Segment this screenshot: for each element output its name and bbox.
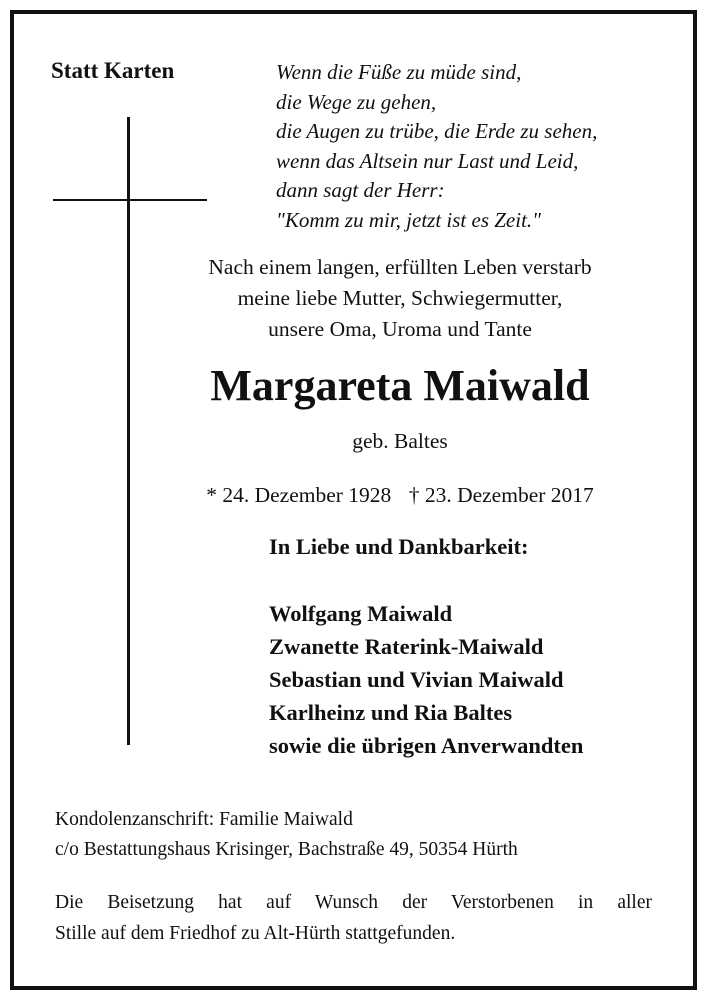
mourner-name: sowie die übrigen Anverwandten (269, 733, 584, 758)
deceased-name: Margareta Maiwald (210, 361, 590, 410)
cross-vertical-bar (127, 117, 130, 745)
cross-horizontal-bar (53, 199, 207, 201)
life-dates (150, 483, 650, 508)
poem-line: Wenn die Füße zu müde sind, (276, 60, 522, 84)
condolence-address (55, 805, 518, 865)
mourner-name: Wolfgang Maiwald (269, 601, 453, 626)
poem-line: die Augen zu trübe, die Erde zu sehen, (276, 119, 598, 143)
mourners-list (269, 597, 583, 762)
poem-line: die Wege zu gehen, (276, 89, 437, 114)
mourner-name: Zwanette Raterink-Maiwald (269, 634, 544, 659)
death-date: † 23. Dezember 2017 (408, 483, 594, 507)
intro-line: meine liebe Mutter, Schwiegermutter, (237, 286, 563, 310)
condolence-line: Kondolenzanschrift: Familie Maiwald (55, 809, 353, 830)
mourners-heading: In Liebe und Dankbarkeit: (269, 534, 529, 559)
burial-line: Stille auf dem Friedhof zu Alt-Hürth stattgefunden. (55, 923, 456, 944)
burial-line: Die Beisetzung hat auf Wunsch der Verstorbenen in aller (55, 892, 652, 913)
burial-note (55, 887, 652, 949)
poem-line: wenn das Altsein nur Last und Leid, (276, 148, 579, 173)
poem (276, 58, 597, 235)
mourner-name: Sebastian und Vivian Maiwald (269, 667, 564, 692)
intro-line: Nach einem langen, erfüllten Leben verstarb (208, 255, 592, 279)
intro-line: unsere Oma, Uroma und Tante (268, 317, 532, 341)
poem-line: "Komm zu mir, jetzt ist es Zeit." (276, 207, 541, 232)
statt-karten-label: Statt Karten (51, 58, 175, 83)
intro-text (150, 252, 650, 345)
maiden-name: geb. Baltes (352, 429, 448, 453)
mourner-name: Karlheinz und Ria Baltes (269, 700, 513, 725)
birth-date: * 24. Dezember 1928 (206, 483, 392, 507)
condolence-line: c/o Bestattungshaus Krisinger, Bachstraße 49, 50354 Hürth (55, 839, 518, 860)
poem-line: dann sagt der Herr: (276, 178, 445, 202)
